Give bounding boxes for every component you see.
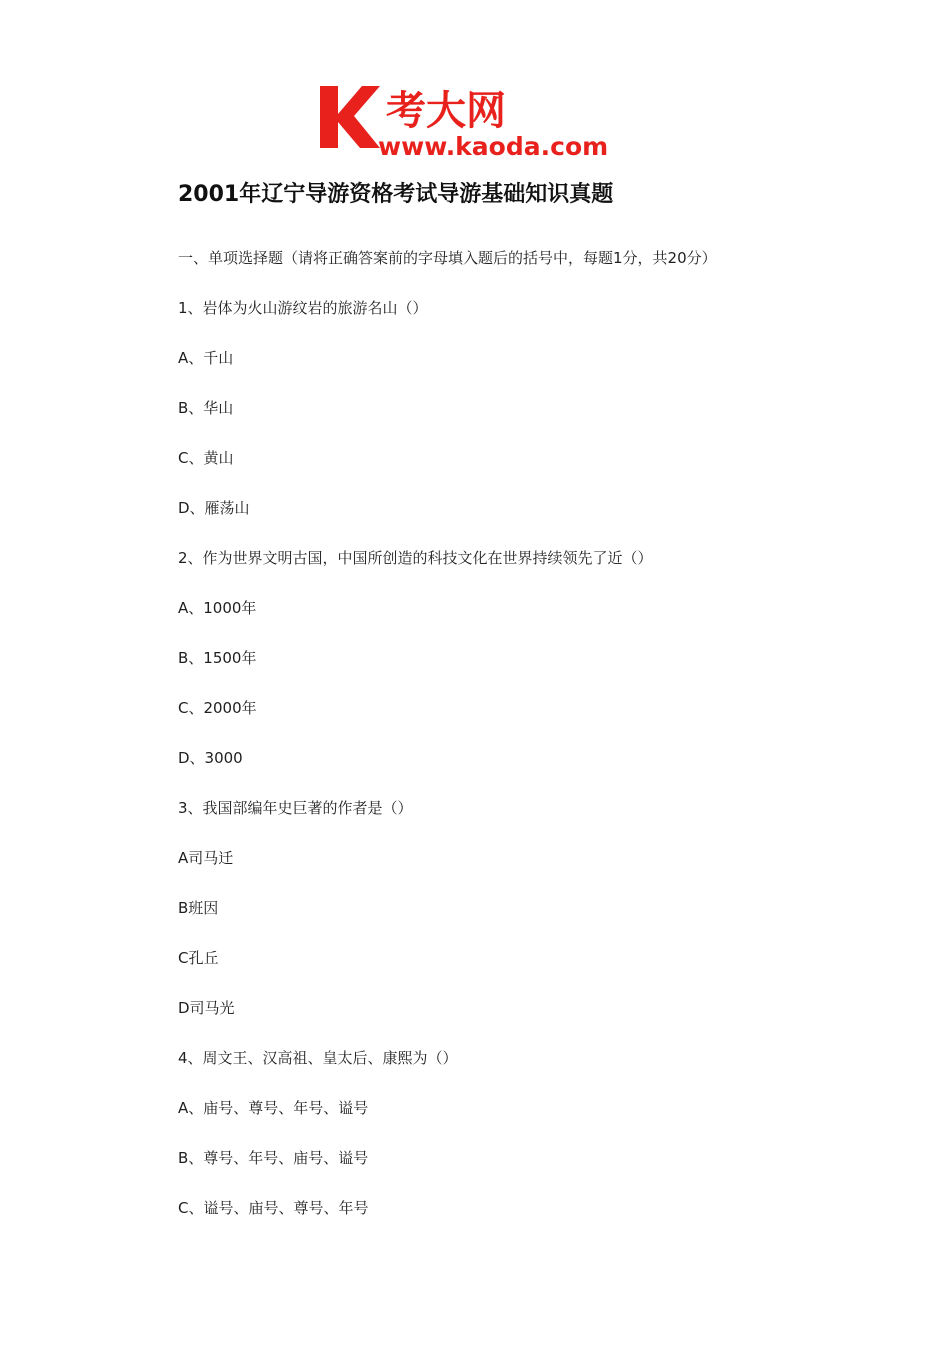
answer-option: D、3000 (178, 749, 243, 767)
answer-option: C、2000年 (178, 699, 257, 717)
answer-option: D、雁荡山 (178, 499, 250, 517)
question-stem: 3、我国部编年史巨著的作者是（） (178, 799, 413, 817)
logo-url-text: www.kaoda.com (378, 132, 609, 160)
answer-option: D司马光 (178, 999, 235, 1017)
logo-brand-text: 考大网 (386, 88, 506, 134)
answer-option: B、1500年 (178, 649, 257, 667)
kaoda-logo-graphic (318, 80, 638, 160)
answer-option: C孔丘 (178, 949, 219, 967)
question-stem: 4、周文王、汉高祖、皇太后、康熙为（） (178, 1049, 458, 1067)
answer-option: C、谥号、庙号、尊号、年号 (178, 1199, 369, 1217)
kaoda-logo (318, 80, 638, 160)
question-stem: 1、岩体为火山游纹岩的旅游名山（） (178, 299, 428, 317)
section-heading: 一、单项选择题（请将正确答案前的字母填入题后的括号中，每题1分，共20分） (178, 249, 717, 267)
answer-option: A司马迁 (178, 849, 234, 867)
answer-option: C、黄山 (178, 449, 234, 467)
question-list (178, 246, 878, 1246)
answer-option: B、华山 (178, 399, 234, 417)
logo-k-mark (320, 86, 380, 148)
page-title: 2001年辽宁导游资格考试导游基础知识真题 (178, 182, 614, 207)
question-stem: 2、作为世界文明古国，中国所创造的科技文化在世界持续领先了近（） (178, 549, 653, 567)
answer-option: A、1000年 (178, 599, 257, 617)
answer-option: B、尊号、年号、庙号、谥号 (178, 1149, 369, 1167)
answer-option: A、庙号、尊号、年号、谥号 (178, 1099, 369, 1117)
answer-option: A、千山 (178, 349, 234, 367)
answer-option: B班因 (178, 899, 219, 917)
